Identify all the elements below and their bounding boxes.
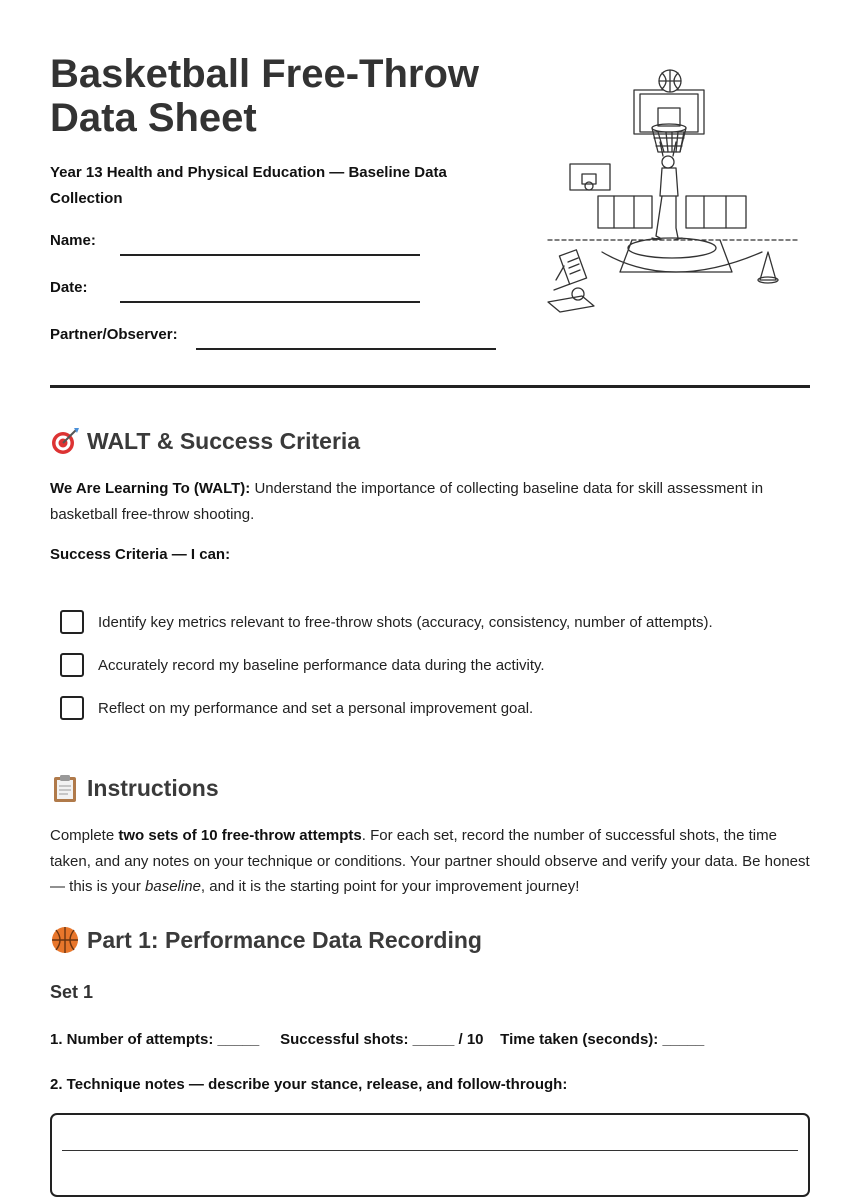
walt-heading [50,426,360,456]
instructions-heading-text: Instructions [87,774,219,801]
instructions-heading [50,773,219,803]
partner-label: Partner/Observer: [50,326,178,343]
page-title [50,52,520,140]
notes-line [62,1150,798,1151]
criteria-item[interactable] [60,609,800,635]
basketball-player-illustration [542,62,804,320]
criteria-checkbox[interactable] [60,696,84,720]
title-line-1: Basketball Free-Throw [50,52,480,96]
part1-heading [50,925,482,955]
walt-label: We Are Learning To (WALT): [50,480,251,497]
date-label: Date: [50,279,88,296]
name-input-line[interactable] [120,254,420,256]
criteria-checkbox[interactable] [60,610,84,634]
walt-heading-text: WALT & Success Criteria [87,427,361,454]
page-subtitle: Year 13 Health and Physical Education — Baseline Data Collection [50,164,447,207]
name-label: Name: [50,232,96,249]
criteria-checkbox[interactable] [60,653,84,677]
walt-text: Understand the importance of collecting baseline data for skill assessment in basketball free-throw shooting. [50,480,764,523]
name-field [50,232,96,249]
basketball-icon [50,925,80,955]
date-field [50,279,88,296]
success-criteria-heading: Success Criteria — I can: [50,546,231,563]
criteria-text: Accurately record my baseline performance data during the activity. [98,656,545,674]
target-dart-icon [50,426,80,456]
worksheet-header [50,0,810,388]
part1-heading-text: Part 1: Performance Data Recording [87,926,482,953]
set-1-question-2: 2. Technique notes — describe your stance, release, and follow-through: [50,1076,568,1093]
partner-field [50,326,178,343]
title-line-2: Data Sheet [50,96,257,140]
criteria-item[interactable] [60,652,800,678]
worksheet-page [50,0,810,1093]
criteria-text: Identify key metrics relevant to free-throw shots (accuracy, consistency, number of attempts). [98,613,713,631]
set-1-heading: Set 1 [50,982,94,1002]
criteria-text: Reflect on my performance and set a personal improvement goal. [98,699,534,717]
instructions-text: Complete two sets of 10 free-throw attempts. For each set, record the number of successful shots, the time taken, and any notes on your technique or conditions. Your partner should observe and verify your data. Be honest — this is your baseline, and it is the starting point for your improvement journey! [50,827,810,895]
date-input-line[interactable] [120,301,420,303]
walt-statement [50,476,810,527]
technique-notes-box[interactable] [50,1113,810,1197]
header-divider [50,385,810,388]
set-1-question-1[interactable]: 1. Number of attempts: _____ Successful shots: _____ / 10 Time taken (seconds): _____ [50,1031,705,1048]
partner-input-line[interactable] [196,348,496,350]
clipboard-icon [50,773,80,803]
criteria-item[interactable] [60,695,800,721]
